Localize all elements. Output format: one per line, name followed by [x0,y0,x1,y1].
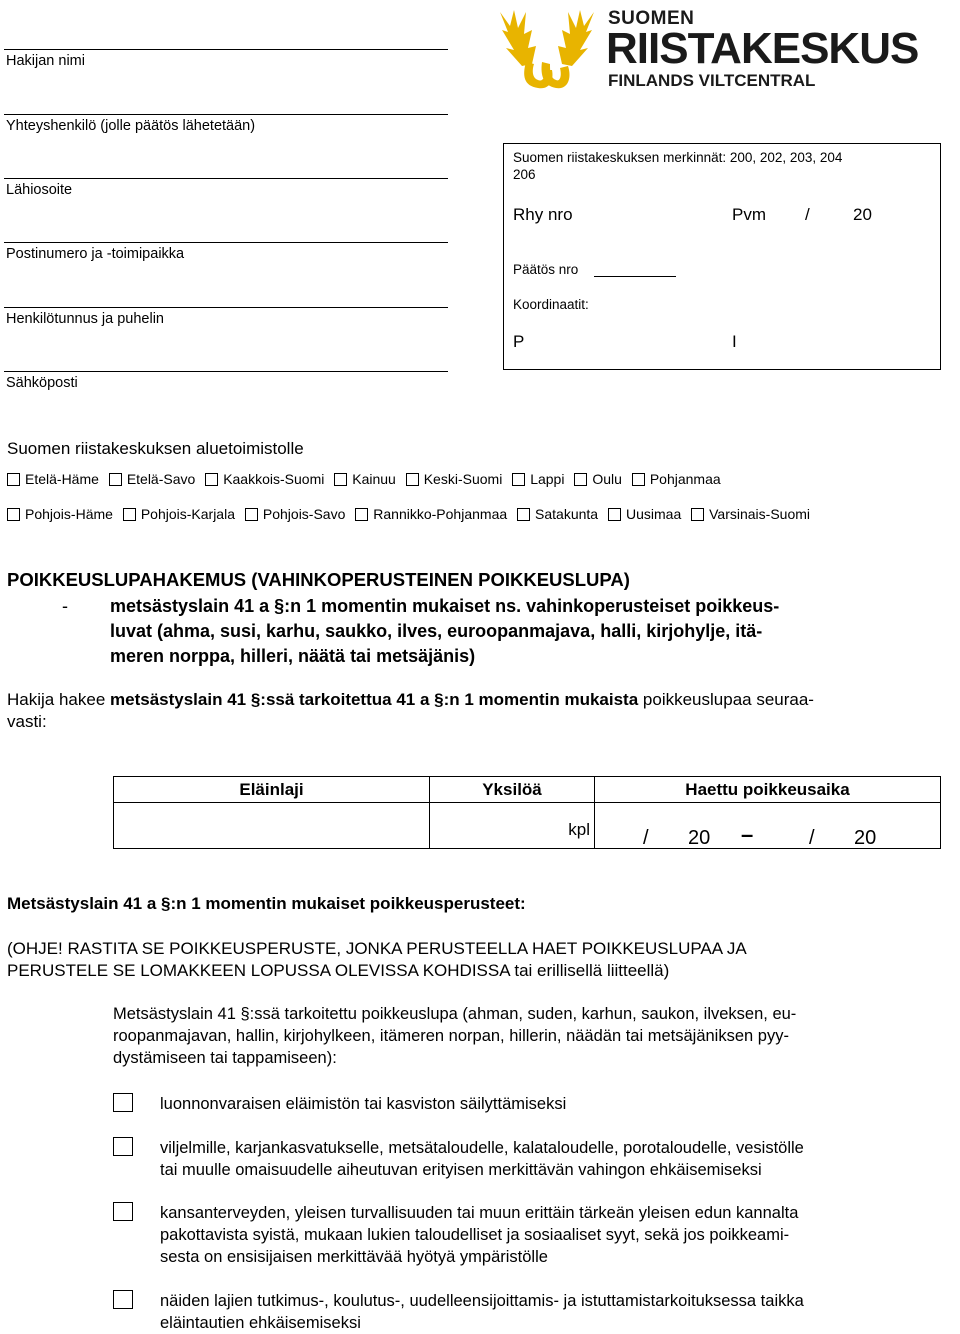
name-field[interactable]: Hakijan nimi [6,53,85,69]
logo [492,6,958,94]
ssn-phone-line [4,307,448,308]
grounds-intro: Metsästyslain 41 §:ssä tarkoitettu poikkeuslupa (ahman, suden, karhun, saukon, ilveksen, eu- roopanmajavan, hallin, kirjohylkeen, itämeren norpan, hillerin, näädän tai metsäjäniksen pyy- dystämiseen tai tappamiseen): [113,1005,797,1067]
period-dash: – [741,822,754,847]
office-option[interactable]: Pohjois-Häme [7,506,113,522]
office-notes: Suomen riistakeskuksen merkinnät: 200, 202, 203, 204 [513,150,843,165]
reason-2-text: viljelmille, karjankasvatukselle, metsätaloudelle, kalataloudelle, porotaloudelle, vesistölle tai muulle omaisuudelle aiheutuvan erityisen merkittävän vahingon ehkäisemiseksi [160,1139,804,1179]
office-row-2 [7,506,816,522]
checkbox-icon[interactable] [245,508,258,521]
office-option[interactable]: Rannikko-Pohjanmaa [355,506,507,522]
title-sub-1: metsästyslain 41 a §:n 1 momentin mukaiset ns. vahinkoperusteiset poikkeus- [110,596,780,616]
page-title: POIKKEUSLUPAHAKEMUS (VAHINKOPERUSTEINEN POIKKEUSLUPA) [7,569,630,590]
office-option[interactable]: Satakunta [517,506,598,522]
email-line [4,371,448,372]
office-option[interactable]: Pohjanmaa [632,471,721,487]
office-option[interactable]: Pohjois-Karjala [123,506,235,522]
reason-4-checkbox[interactable] [113,1290,133,1309]
checkbox-icon[interactable] [205,473,218,486]
office-option[interactable]: Keski-Suomi [406,471,503,487]
period-header: Haettu poikkeusaika [595,777,941,803]
decision-number-label: Päätös nro [513,262,579,277]
grounds-note: (OHJE! RASTITA SE POIKKEUSPERUSTE, JONKA PERUSTEELLA HAET POIKKEUSLUPAA JA PERUSTELE SE LOMAKKEEN LOPUSSA OLEVISSA KOHDISSA tai erillisellä liitteellä) [7,939,747,980]
decision-number-line[interactable] [594,276,676,277]
checkbox-icon[interactable] [608,508,621,521]
title-dash: - [62,596,68,616]
logo-line1: SUOMEN [608,8,695,29]
contact-line [4,114,448,115]
checkbox-icon[interactable] [7,508,20,521]
office-option[interactable]: Pohjois-Savo [245,506,346,522]
postal-field[interactable]: Postinumero ja -toimipaikka [6,246,185,262]
checkbox-icon[interactable] [334,473,347,486]
count-cell[interactable]: kpl [430,803,595,849]
office-row-1 [7,471,727,487]
ssn-phone-field[interactable]: Henkilötunnus ja puhelin [6,311,164,327]
office-use-box [503,143,941,370]
reason-2-checkbox[interactable] [113,1137,133,1156]
checkbox-icon[interactable] [517,508,530,521]
date-label: Pvm [732,205,766,224]
logo-line3: FINLANDS VILTCENTRAL [608,71,816,90]
checkbox-icon[interactable] [7,473,20,486]
address-field[interactable]: Lähiosoite [6,182,73,198]
period-year-2[interactable]: 20 [854,827,877,849]
title-sub-3: meren norppa, hilleri, näätä tai metsäjänis) [110,646,476,666]
title-sub-2: luvat (ahma, susi, karhu, saukko, ilves, euroopanmajava, halli, kirjohylje, itä- [110,621,763,641]
address-line [4,178,448,179]
grounds-heading: Metsästyslain 41 a §:n 1 momentin mukaiset poikkeusperusteet: [7,894,526,913]
species-cell[interactable] [114,803,430,849]
checkbox-icon[interactable] [574,473,587,486]
date-year[interactable]: 20 [853,205,872,224]
office-option[interactable]: Etelä-Häme [7,471,99,487]
contact-field[interactable]: Yhteyshenkilö (jolle päätös lähetetään) [6,118,256,134]
reason-3-checkbox[interactable] [113,1202,133,1221]
postal-line [4,242,448,243]
coordinates-label: Koordinaatit: [513,297,589,312]
reason-1-text: luonnonvaraisen eläimistön tai kasviston säilyttämiseksi [160,1095,567,1113]
checkbox-icon[interactable] [109,473,122,486]
species-header: Eläinlaji [114,777,430,803]
office-option[interactable]: Etelä-Savo [109,471,195,487]
office-option[interactable]: Oulu [574,471,622,487]
office-notes-2: 206 [513,167,536,182]
reason-1-checkbox[interactable] [113,1093,133,1112]
office-option[interactable]: Varsinais-Suomi [691,506,810,522]
rhy-number-field[interactable]: Rhy nro [513,205,573,224]
coord-i-field[interactable]: I [732,332,737,351]
count-header: Yksilöä [430,777,595,803]
checkbox-icon[interactable] [355,508,368,521]
office-option[interactable]: Kaakkois-Suomi [205,471,324,487]
office-option[interactable]: Kainuu [334,471,396,487]
date-slash: / [805,205,810,224]
checkbox-icon[interactable] [691,508,704,521]
checkbox-icon[interactable] [406,473,419,486]
coord-p-field[interactable]: P [513,332,525,351]
period-slash-1: / [643,827,649,849]
reason-4-text: näiden lajien tutkimus-, koulutus-, uudelleensijoittamis- ja istuttamistarkoituksessa taikka eläintautien ehkäisemiseksi [160,1292,804,1332]
period-year-1[interactable]: 20 [688,827,711,849]
email-field[interactable]: Sähköposti [6,375,78,391]
name-line [4,49,448,50]
logo-line2: RIISTAKESKUS [606,24,919,73]
checkbox-icon[interactable] [632,473,645,486]
antler-logo-icon [492,6,602,92]
checkbox-icon[interactable] [123,508,136,521]
period-cell[interactable] [595,803,941,849]
period-slash-2: / [809,827,815,849]
reason-3-text: kansanterveyden, yleisen turvallisuuden tai muun erittäin tärkeän yleisen edun kannalta pakottavista syistä, mukaan lukien taloudelliset ja sosiaaliset syyt, sekä jos poikkeami- sesta on ensisijaisen merkittävää hyötyä ympäristölle [160,1204,799,1266]
checkbox-icon[interactable] [512,473,525,486]
office-option[interactable]: Lappi [512,471,564,487]
regional-office-heading: Suomen riistakeskuksen aluetoimistolle [7,439,304,458]
species-table [113,776,941,849]
intro-paragraph: Hakija hakee metsästyslain 41 §:ssä tarkoitettua 41 a §:n 1 momentin mukaista poikkeuslupaa seuraa- vasti: [7,690,814,731]
office-option[interactable]: Uusimaa [608,506,681,522]
